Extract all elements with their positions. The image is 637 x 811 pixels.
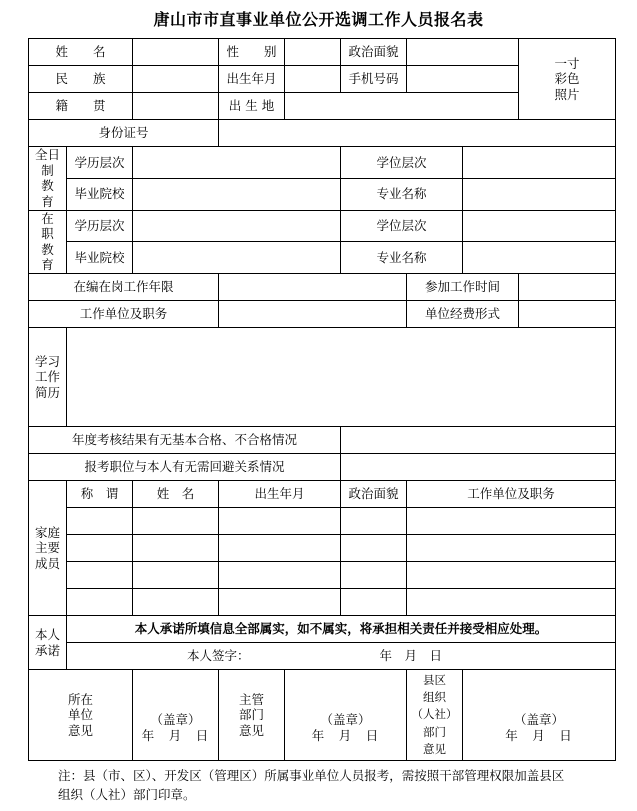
field-annual-review[interactable] (341, 427, 616, 454)
table-row-fulltime-edu-level (29, 147, 616, 179)
family-cell-birth[interactable] (219, 508, 341, 535)
county-line-3: （人社） (411, 707, 458, 722)
label-birth-date: 出生年月 (219, 66, 285, 93)
family-header-name: 姓 名 (133, 481, 219, 508)
label-native-place: 籍 贯 (29, 93, 133, 120)
field-onjob-major[interactable] (463, 242, 616, 274)
commitment-line-2: 承诺 (34, 642, 60, 658)
label-commitment (29, 616, 67, 670)
label-onjob-school: 毕业院校 (67, 242, 133, 274)
table-row-family-1 (29, 508, 616, 535)
table-row-opinions (29, 670, 616, 761)
label-family-members (29, 481, 67, 616)
field-fulltime-degree-level[interactable] (463, 147, 616, 179)
family-cell-unit-post[interactable] (407, 535, 616, 562)
family-cell-political[interactable] (341, 508, 407, 535)
label-nation: 民 族 (29, 66, 133, 93)
label-birth-place: 出 生 地 (219, 93, 285, 120)
commitment-line-1: 本人 (34, 626, 60, 642)
table-row-onjob-edu-level (29, 210, 616, 242)
field-political[interactable] (407, 39, 519, 66)
field-fund-type[interactable] (519, 301, 616, 328)
label-political: 政治面貌 (341, 39, 407, 66)
field-native-place[interactable] (133, 93, 219, 120)
fulltime-edu-line-2: 教 育 (41, 178, 67, 209)
label-phone: 手机号码 (341, 66, 407, 93)
commitment-text: 本人承诺所填信息全部属实，如不属实，将承担相关责任并接受相应处理。 (67, 616, 616, 643)
label-fulltime-school: 毕业院校 (67, 178, 133, 210)
table-row-avoidance (29, 454, 616, 481)
family-cell-name[interactable] (133, 508, 219, 535)
resume-line-2: 工作 (34, 369, 60, 385)
table-row-family-4 (29, 589, 616, 616)
county-line-5: 意见 (423, 741, 447, 756)
table-row-annual-review (29, 427, 616, 454)
label-id-number: 身份证号 (29, 120, 219, 147)
county-seal-date[interactable]: 年 月 日 (505, 728, 573, 743)
label-fulltime-education (29, 147, 67, 211)
label-fulltime-edu-level: 学历层次 (67, 147, 133, 179)
table-row-resume (29, 328, 616, 427)
family-header-unit-post: 工作单位及职务 (407, 481, 616, 508)
family-cell-relation[interactable] (67, 508, 133, 535)
field-birth-date[interactable] (285, 66, 341, 93)
family-cell-relation[interactable] (67, 535, 133, 562)
field-onjob-degree-level[interactable] (463, 210, 616, 242)
family-cell-birth[interactable] (219, 535, 341, 562)
table-row-onjob-school (29, 242, 616, 274)
field-resume[interactable] (67, 328, 616, 427)
photo-line-2: 彩色 (554, 71, 580, 87)
county-line-1: 县区 (423, 672, 447, 687)
family-cell-political[interactable] (341, 562, 407, 589)
signature-label: 本人签字： (187, 648, 250, 664)
label-work-unit-post: 工作单位及职务 (29, 301, 219, 328)
county-seal-area[interactable] (463, 670, 616, 761)
label-work-years: 在编在岗工作年限 (29, 274, 219, 301)
table-row-family-3 (29, 562, 616, 589)
label-fund-type: 单位经费形式 (407, 301, 519, 328)
county-seal-label: （盖章） (514, 712, 565, 728)
family-cell-political[interactable] (341, 589, 407, 616)
family-line-1: 家庭 (34, 524, 60, 540)
photo-placeholder (519, 39, 616, 120)
note-line-1: 注：县（市、区）、开发区（管理区）所属事业单位人员报考，需按照干部管理权限加盖县区 (58, 768, 565, 783)
family-cell-unit-post[interactable] (407, 589, 616, 616)
family-cell-name[interactable] (133, 562, 219, 589)
supervisor-seal-area[interactable] (285, 670, 407, 761)
label-onjob-edu-level: 学历层次 (67, 210, 133, 242)
label-resume (29, 328, 67, 427)
fulltime-edu-line-1: 全日制 (34, 147, 60, 178)
label-annual-review: 年度考核结果有无基本合格、不合格情况 (29, 427, 341, 454)
supervisor-seal-date[interactable]: 年 月 日 (311, 728, 380, 743)
table-row-commitment (29, 616, 616, 643)
family-cell-political[interactable] (341, 535, 407, 562)
unit-opinion-line-3: 意见 (68, 722, 94, 738)
field-fulltime-school[interactable] (133, 178, 341, 210)
family-cell-relation[interactable] (67, 589, 133, 616)
family-line-3: 成员 (34, 555, 60, 571)
family-line-2: 主要 (34, 540, 60, 556)
signature-area (67, 643, 616, 670)
family-header-political: 政治面貌 (341, 481, 407, 508)
family-cell-birth[interactable] (219, 562, 341, 589)
field-phone[interactable] (407, 66, 519, 93)
table-row-family-headers (29, 481, 616, 508)
label-fulltime-degree-level: 学位层次 (341, 147, 463, 179)
unit-seal-date[interactable]: 年 月 日 (141, 728, 210, 743)
table-row-fulltime-school (29, 178, 616, 210)
family-header-relation: 称 谓 (67, 481, 133, 508)
supervisor-seal-label: （盖章） (320, 712, 371, 728)
page-title: 唐山市市直事业单位公开选调工作人员报名表 (153, 10, 484, 29)
label-onjob-education (29, 210, 67, 274)
field-id-number[interactable] (219, 120, 616, 147)
field-fulltime-major[interactable] (463, 178, 616, 210)
family-cell-unit-post[interactable] (407, 562, 616, 589)
unit-opinion-seal-area[interactable] (133, 670, 219, 761)
table-row-work-unit (29, 301, 616, 328)
family-header-birth: 出生年月 (219, 481, 341, 508)
supervisor-line-2: 部门 (239, 707, 265, 723)
onjob-edu-line-2: 教 育 (41, 241, 67, 273)
label-onjob-major: 专业名称 (341, 242, 463, 274)
supervisor-line-3: 意见 (239, 722, 265, 738)
county-line-2: 组织 (423, 690, 447, 705)
supervisor-line-1: 主管 (239, 691, 265, 707)
county-line-4: 部门 (423, 724, 447, 739)
label-onjob-degree-level: 学位层次 (341, 210, 463, 242)
field-work-start[interactable] (519, 274, 616, 301)
label-avoidance: 报考职位与本人有无需回避关系情况 (29, 454, 341, 481)
label-name: 姓 名 (29, 39, 133, 66)
field-work-years[interactable] (219, 274, 407, 301)
label-work-start: 参加工作时间 (407, 274, 519, 301)
field-onjob-school[interactable] (133, 242, 341, 274)
unit-opinion-line-2: 单位 (68, 707, 94, 723)
field-work-unit-post[interactable] (219, 301, 407, 328)
unit-seal-label: （盖章） (150, 712, 201, 728)
resume-line-3: 简历 (34, 384, 60, 400)
label-fulltime-major: 专业名称 (341, 178, 463, 210)
field-onjob-edu-level[interactable] (133, 210, 341, 242)
note-line-2: 组织（人社）部门印章。 (58, 786, 196, 802)
table-row-family-2 (29, 535, 616, 562)
signature-date[interactable]: 年 月 日 (379, 648, 443, 664)
form-note (28, 761, 609, 805)
table-row-name (29, 39, 616, 66)
field-gender[interactable] (285, 39, 341, 66)
field-birth-place[interactable] (285, 93, 519, 120)
table-row-signature (29, 643, 616, 670)
onjob-edu-line-1: 在 职 (41, 210, 67, 242)
table-row-work-years (29, 274, 616, 301)
field-name[interactable] (133, 39, 219, 66)
table-row-id-number (29, 120, 616, 147)
family-cell-name[interactable] (133, 535, 219, 562)
label-county-org (407, 670, 463, 761)
field-avoidance[interactable] (341, 454, 616, 481)
field-fulltime-edu-level[interactable] (133, 147, 341, 179)
registration-form-table (28, 38, 616, 761)
field-nation[interactable] (133, 66, 219, 93)
label-unit-opinion (29, 670, 133, 761)
family-cell-name[interactable] (133, 589, 219, 616)
photo-line-3: 照片 (554, 86, 580, 102)
resume-line-1: 学习 (34, 353, 60, 369)
unit-opinion-line-1: 所在 (68, 691, 94, 707)
signature-row (67, 648, 615, 664)
family-cell-unit-post[interactable] (407, 508, 616, 535)
photo-line-1: 一寸 (554, 55, 580, 71)
family-cell-relation[interactable] (67, 562, 133, 589)
label-gender: 性 别 (219, 39, 285, 66)
label-supervisor-dept (219, 670, 285, 761)
family-cell-birth[interactable] (219, 589, 341, 616)
